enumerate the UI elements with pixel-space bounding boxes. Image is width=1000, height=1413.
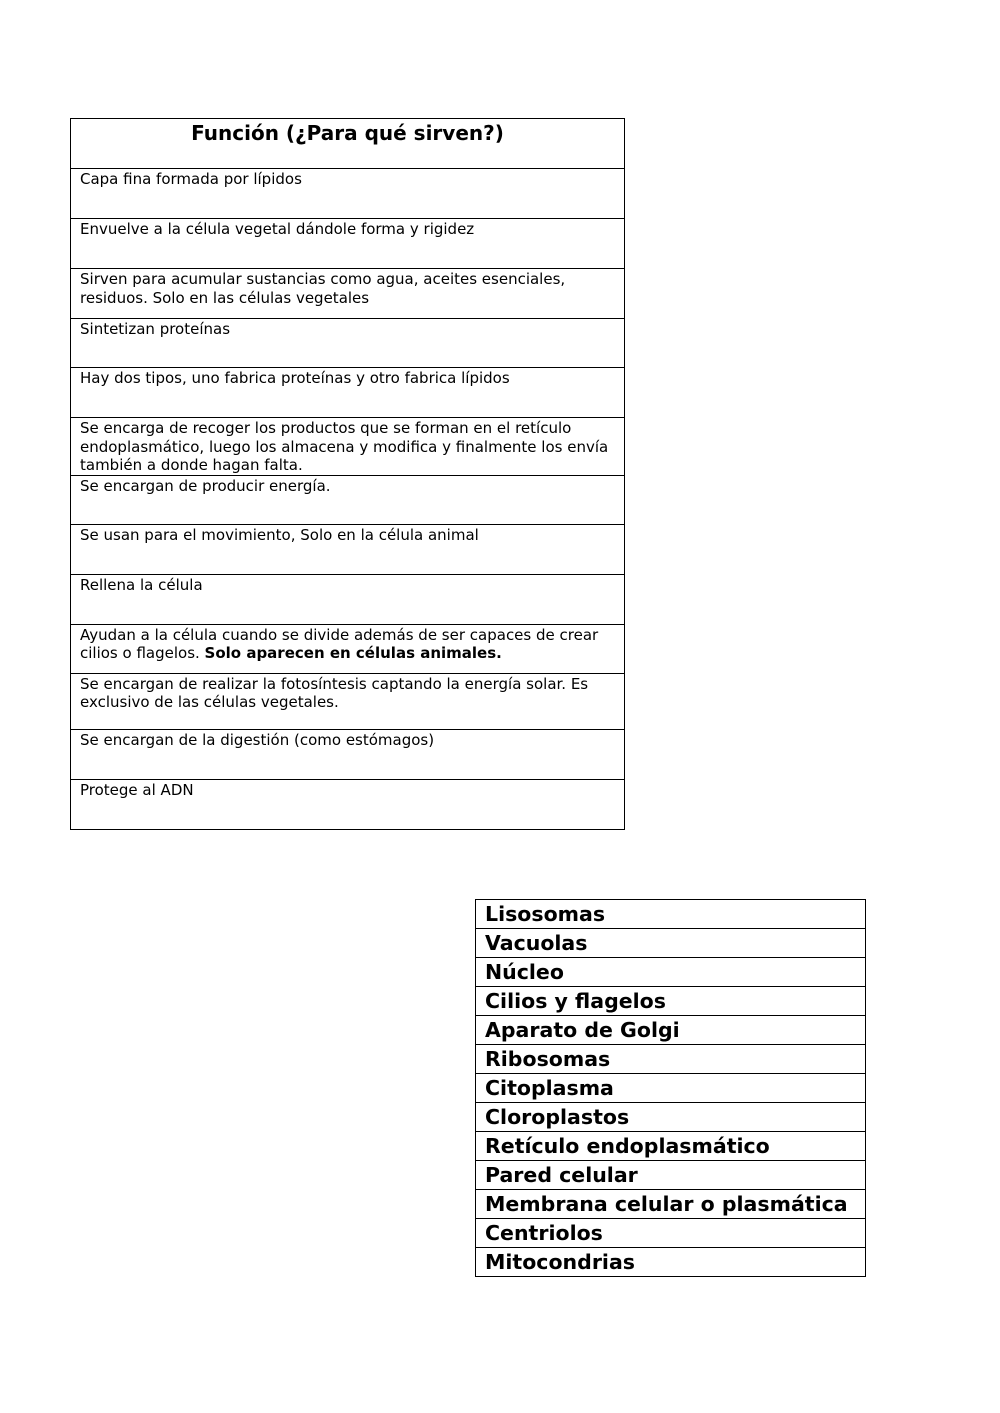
function-row [71, 269, 625, 319]
function-cell [71, 219, 625, 269]
functions-header: Función (¿Para qué sirven?) [71, 119, 625, 169]
organelle-label[interactable]: Centriolos [476, 1219, 866, 1248]
organelle-row [476, 1045, 866, 1074]
organelle-row [476, 958, 866, 987]
function-cell [71, 319, 625, 368]
organelles-table [475, 899, 866, 1277]
function-text: Se encargan de producir energía. [80, 476, 331, 495]
organelle-label[interactable]: Retículo endoplasmático [476, 1132, 866, 1161]
organelle-label[interactable]: Aparato de Golgi [476, 1016, 866, 1045]
organelle-row [476, 900, 866, 929]
function-text: Sintetizan proteínas [80, 320, 231, 338]
function-row [71, 418, 625, 476]
function-text: Sirven para acumular sustancias como agua, aceites esenciales, residuos. Solo en las células vegetales [80, 270, 566, 307]
function-text: Hay dos tipos, uno fabrica proteínas y otro fabrica lípidos [80, 369, 510, 387]
function-cell [71, 524, 625, 574]
function-row [71, 368, 625, 418]
organelle-row [476, 987, 866, 1016]
organelle-row [476, 1248, 866, 1277]
organelle-label[interactable]: Vacuolas [476, 929, 866, 958]
organelle-row [476, 1161, 866, 1190]
function-cell [71, 169, 625, 219]
function-row [71, 673, 625, 729]
function-row [71, 319, 625, 368]
function-row [71, 729, 625, 779]
function-text-bold: Solo aparecen en células animales. [204, 644, 502, 662]
function-cell [71, 269, 625, 319]
function-text: Capa fina formada por lípidos [80, 170, 302, 188]
organelle-label[interactable]: Ribosomas [476, 1045, 866, 1074]
function-text: Envuelve a la célula vegetal dándole forma y rigidez [80, 220, 475, 238]
function-row [71, 169, 625, 219]
function-text: Protege al ADN [80, 780, 194, 799]
function-row [71, 475, 625, 524]
organelle-label[interactable]: Lisosomas [476, 900, 866, 929]
organelle-row [476, 929, 866, 958]
function-row [71, 524, 625, 574]
function-text: Se encarga de recoger los productos que se forman en el retículo endoplasmático, luego los almacena y modifica y finalmente los envía también a donde hagan falta. [80, 419, 609, 474]
organelle-row [476, 1103, 866, 1132]
function-text: Ayudan a la célula cuando se divide además de ser capaces de crear cilios o flagelos. [80, 625, 599, 662]
function-row [71, 574, 625, 624]
functions-header-row [71, 119, 625, 169]
organelle-row [476, 1074, 866, 1103]
organelle-label[interactable]: Citoplasma [476, 1074, 866, 1103]
function-cell [71, 779, 625, 829]
organelle-label[interactable]: Núcleo [476, 958, 866, 987]
function-cell [71, 475, 625, 524]
organelle-label[interactable]: Pared celular [476, 1161, 866, 1190]
organelle-label[interactable]: Cilios y flagelos [476, 987, 866, 1016]
function-cell [71, 624, 625, 673]
function-row [71, 219, 625, 269]
function-row [71, 624, 625, 673]
organelle-row [476, 1219, 866, 1248]
function-cell [71, 574, 625, 624]
function-cell [71, 729, 625, 779]
function-cell [71, 418, 625, 476]
organelle-label[interactable]: Cloroplastos [476, 1103, 866, 1132]
function-text: Se encargan de realizar la fotosíntesis captando la energía solar. Es exclusivo de las células vegetales. [80, 674, 589, 711]
organelle-label[interactable]: Membrana celular o plasmática [476, 1190, 866, 1219]
organelle-row [476, 1190, 866, 1219]
function-text: Rellena la célula [80, 575, 203, 594]
function-cell [71, 368, 625, 418]
function-cell [71, 673, 625, 729]
organelle-row [476, 1132, 866, 1161]
function-row [71, 779, 625, 829]
function-text: Se usan para el movimiento, Solo en la célula animal [80, 525, 479, 544]
organelle-label[interactable]: Mitocondrias [476, 1248, 866, 1277]
functions-table [70, 118, 625, 830]
organelle-row [476, 1016, 866, 1045]
function-text: Se encargan de la digestión (como estómagos) [80, 730, 435, 749]
